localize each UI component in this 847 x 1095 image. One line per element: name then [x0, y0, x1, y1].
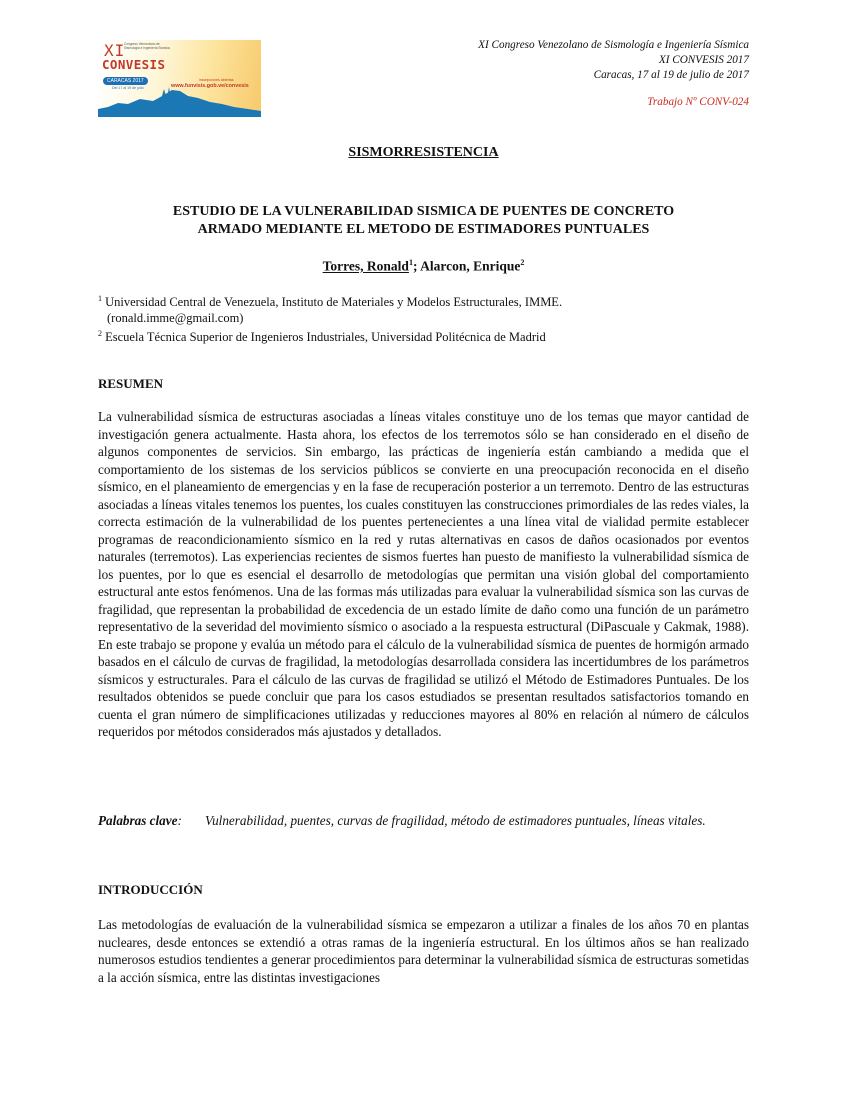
- keywords-label: [98, 812, 205, 830]
- author-list: [0, 258, 847, 275]
- paper-id: Trabajo Nº CONV-024: [647, 96, 749, 108]
- title-line: ESTUDIO DE LA VULNERABILIDAD SISMICA DE PUENTES DE CONCRETO: [172, 204, 675, 219]
- conference-header: [478, 38, 749, 110]
- author-affiliation-mark: 1: [408, 258, 413, 267]
- keywords-label-text: Palabras clave: [98, 813, 178, 828]
- author-separator: ;: [412, 258, 421, 274]
- introduction-heading: INTRODUCCIÓN: [98, 882, 203, 897]
- logo-org-text: Congreso Venezolano de Sismología e Ingeniería Sísmica: [124, 42, 170, 50]
- keywords-colon: :: [177, 813, 182, 828]
- affiliations: [98, 291, 749, 345]
- affiliation-mark: 1: [98, 294, 102, 303]
- paper-title: [98, 203, 749, 239]
- logo-roman-numeral: XI: [104, 41, 126, 60]
- introduction-text: Las metodologías de evaluación de la vulnerabilidad sísmica se empezaron a utilizar a finales de los años 70 en plantas nucleares, desde entonces se extendió a otras ramas de la ingeniería estructural. En los últimos años se han realizado numerosos estudios tendientes a generar procedimientos para determinar la vulnerabilidad sísmica de estructuras sometidas a la acción sísmica, entre las distintas investigaciones: [98, 917, 749, 985]
- author-name: Alarcon, Enrique: [420, 258, 521, 274]
- section-label: SISMORRESISTENCIA: [348, 145, 499, 160]
- affiliation-text: Universidad Central de Venezuela, Instituto de Materiales y Modelos Estructurales, IMME.: [102, 295, 563, 310]
- affiliation-2: [98, 326, 749, 345]
- author-email: (ronald.imme@gmail.com): [107, 311, 244, 326]
- logo-url: www.funvisis.gob.ve/convesis: [171, 83, 249, 89]
- conference-acronym: XI CONVESIS 2017: [658, 54, 749, 66]
- abstract-heading: RESUMEN: [98, 376, 164, 391]
- abstract-text: La vulnerabilidad sísmica de estructuras asociadas a líneas vitales constituye uno de los temas que mayor cantidad de investigación genera actualmente. Hasta ahora, los efectos de los terremotos sólo se han considerado en el diseño de algunos componentes de servicios. Sin embargo, las prácticas de ingeniería están cambiando a medida que el comportamiento de los sistemas de los servicios públicos se convierte en una preocupación reconocida en el diseño sísmico, en el planeamiento de emergencias y en la fase de recuperación posterior a un terremoto. Dentro de las estructuras asociadas a líneas vitales tenemos los puentes, los cuales constituyen las construcciones primordiales de las redes viales, la correcta estimación de la vulnerabilidad de los puentes pertenecientes a una línea vital de vialidad permite establecer programas de reacondicionamiento sísmico en la red y rutas alternativas en casos de daños ocasionados por eventos naturales (terremotos). Las experiencias recientes de sismos fuertes han puesto de manifiesto la vulnerabilidad sísmica de los puentes, por lo que es esencial el desarrollo de metodologías que permitan una visión global del comportamiento estructural ante estos fenómenos. Una de las formas más utilizadas para evaluar la vulnerabilidad sísmica son las curvas de fragilidad, que representan la probabilidad de excedencia de un estado límite de daño como una función de un parámetro representativo de la severidad del movimiento sísmico o asociado a la respuesta estructural (DiPascuale y Cakmak, 1988). En este trabajo se propone y evalúa un método para el cálculo de la vulnerabilidad sísmica de puentes de hormigón armado basados en el cálculo de curvas de fragilidad, la metodologías desarrollada considera las incertidumbres de los parámetros sísmicos y estructurales. Para el cálculo de las curvas de fragilidad se utilizó el Método de Estimadores Puntuales. De los resultados obtenidos se puede concluir que para los casos estudiados se presentan resultados satisfactorios tomando en cuenta el gran número de simplificaciones utilizadas y reducciones mayores al 80% en relación al número de cálculos requeridos por métodos considerados más ajustados y detallados.: [98, 409, 749, 739]
- logo-name: CONVESIS: [102, 57, 166, 72]
- keywords: [98, 812, 749, 830]
- author-name: Torres, Ronald: [322, 258, 409, 274]
- logo-enrollment: inscripciones abiertas: [199, 78, 234, 82]
- logo-dates: Del 17 al 19 de julio: [112, 86, 144, 90]
- title-line: ARMADO MEDIANTE EL METODO DE ESTIMADORES PUNTUALES: [197, 222, 650, 237]
- mountain-skyline-icon: [98, 87, 261, 117]
- affiliation-text: Escuela Técnica Superior de Ingenieros Industriales, Universidad Politécnica de Madrid: [102, 330, 546, 345]
- keywords-text: Vulnerabilidad, puentes, curvas de fragilidad, método de estimadores puntuales, líneas vitales.: [205, 813, 706, 828]
- conference-logo: [98, 40, 261, 117]
- affiliation-1: [98, 291, 749, 310]
- logo-city-year: CARACAS 2017: [103, 77, 148, 85]
- conference-date-place: Caracas, 17 al 19 de julio de 2017: [593, 69, 749, 81]
- conference-name: XI Congreso Venezolano de Sismología e Ingeniería Sísmica: [478, 39, 749, 51]
- affiliation-mark: 2: [98, 329, 102, 339]
- author-affiliation-mark: 2: [520, 258, 525, 267]
